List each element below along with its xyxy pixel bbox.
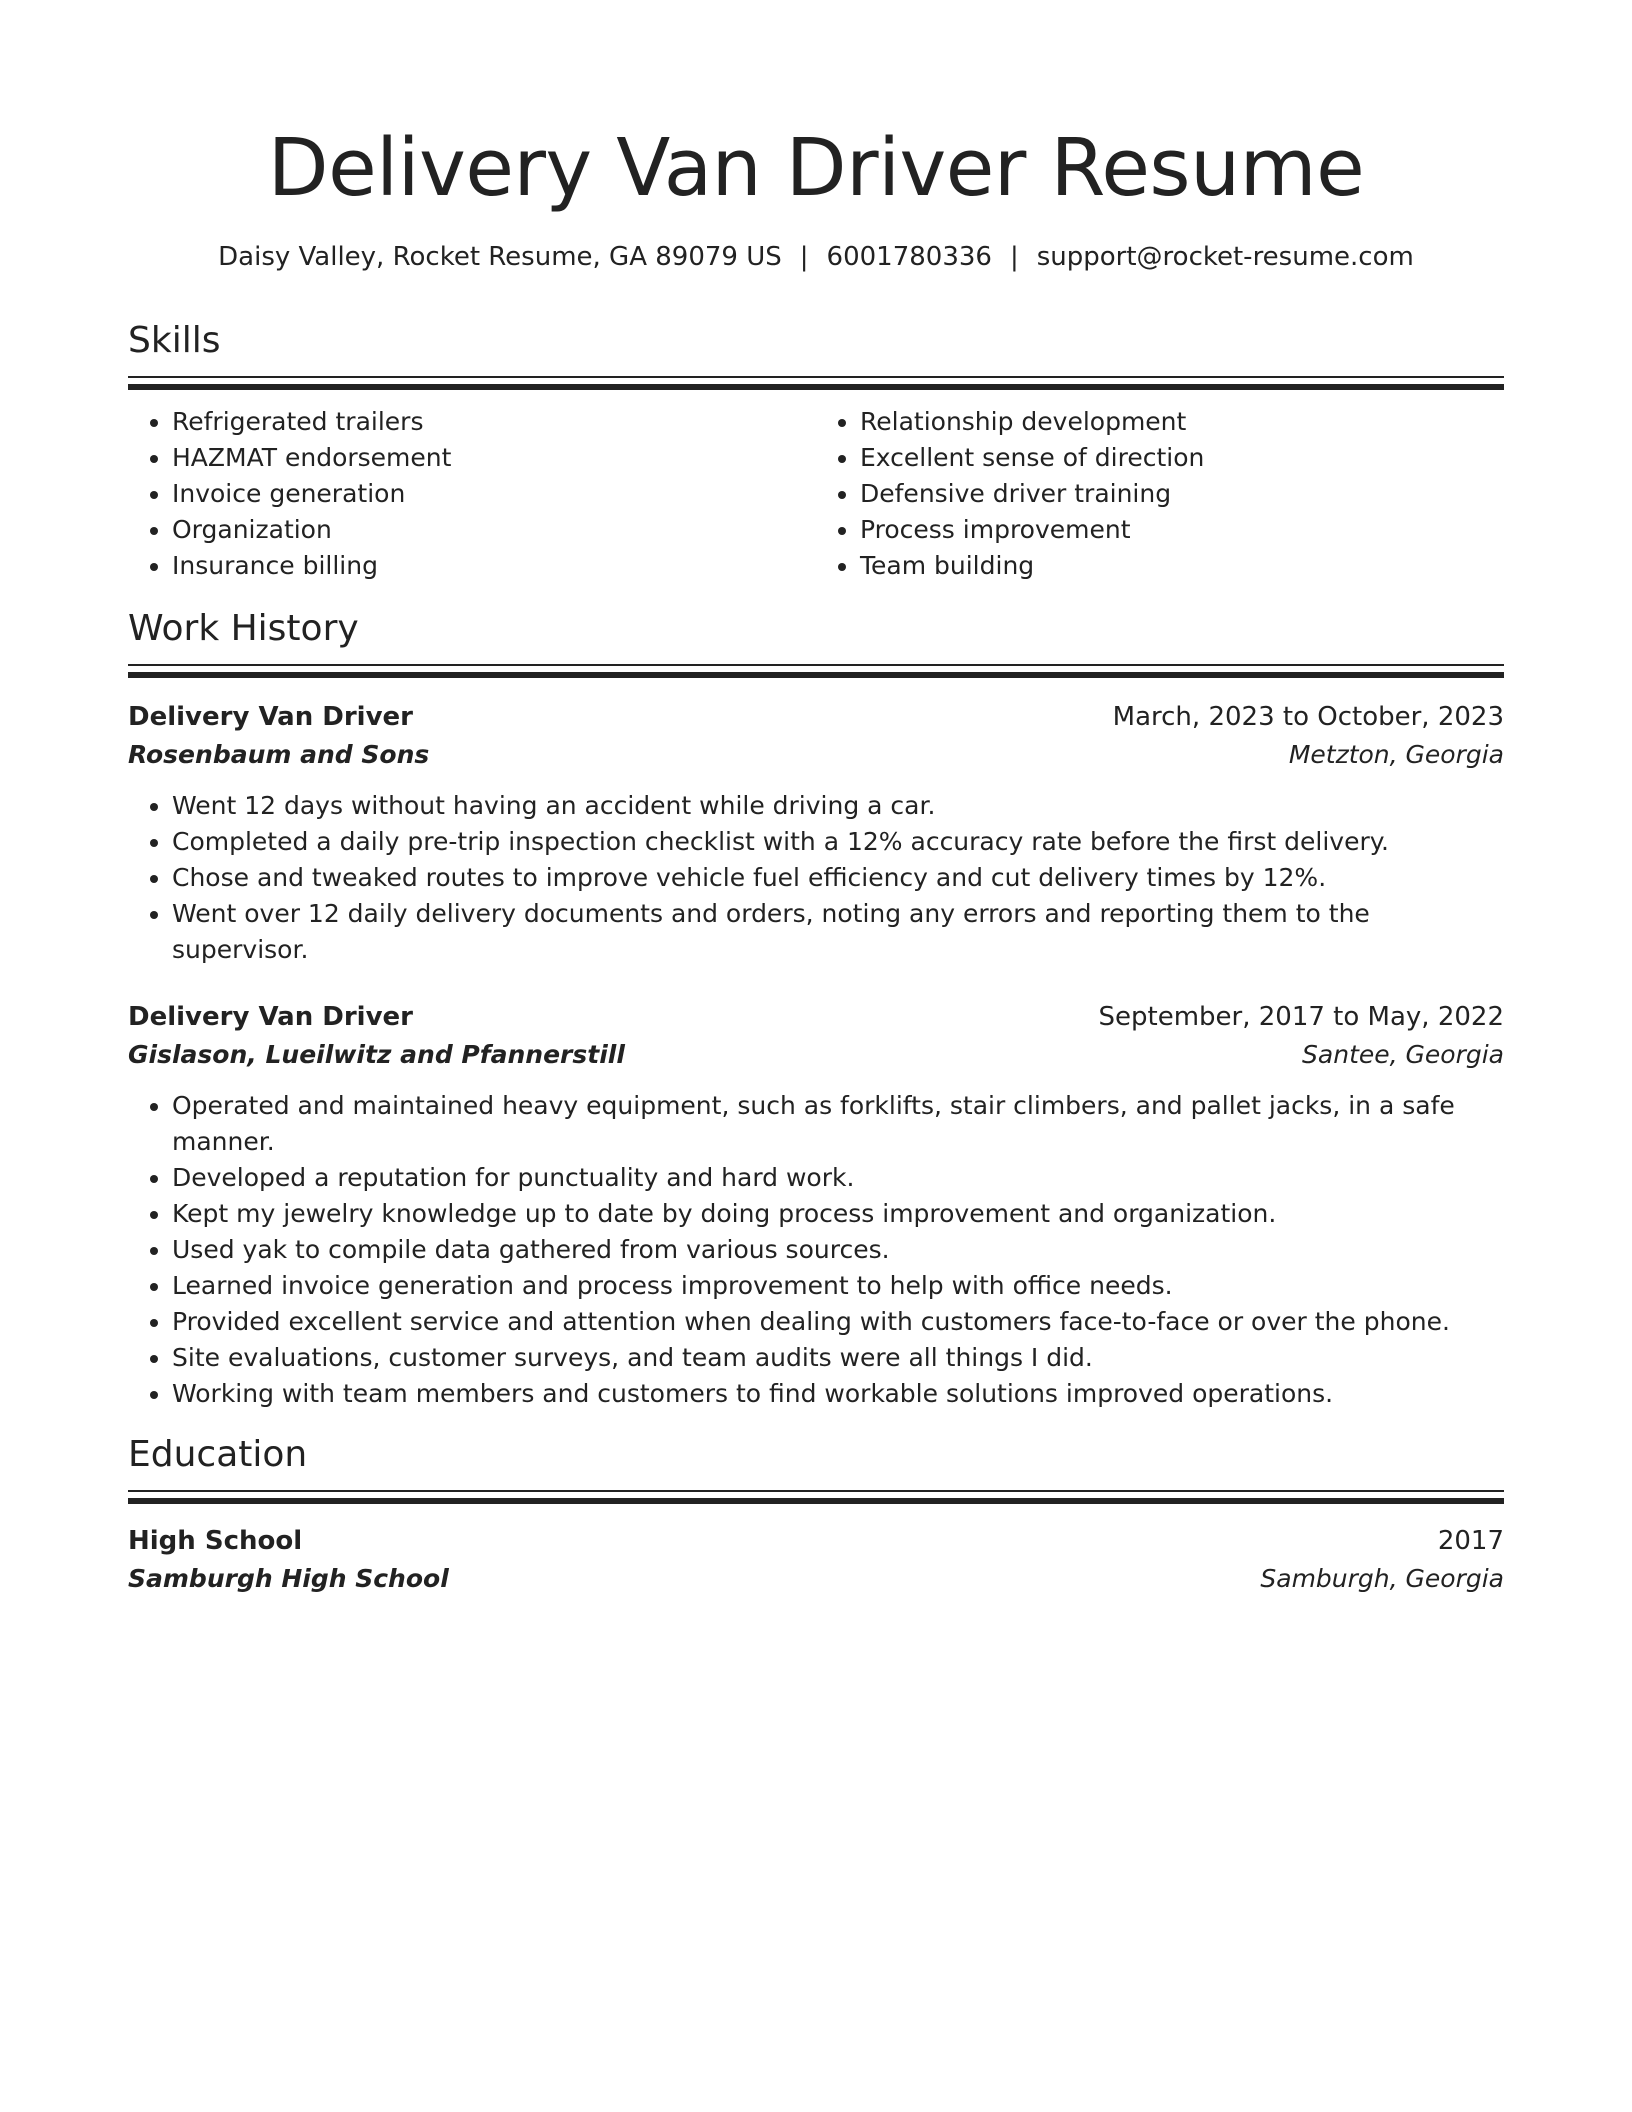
- job-header-row: [128, 698, 1504, 736]
- job-bullet: • Completed a daily pre-trip inspection checklist with a 12% accuracy rate before the first delivery.: [172, 824, 1504, 860]
- education-heading: Education: [128, 1434, 308, 1475]
- job-bullet: • Went 12 days without having an accident while driving a car.: [172, 788, 1504, 824]
- education-degree: High School: [128, 1526, 303, 1556]
- skill-item: • Insurance billing: [172, 548, 816, 584]
- job-title: Delivery Van Driver: [128, 702, 413, 732]
- contact-email: support@rocket-resume.com: [1036, 242, 1414, 272]
- job-employer: Gislason, Lueilwitz and Pfannerstill: [128, 1040, 625, 1069]
- job-title: Delivery Van Driver: [128, 1002, 413, 1032]
- resume-title: Delivery Van Driver Resume: [267, 122, 1365, 214]
- skills-section: [128, 318, 1504, 584]
- job-entry: [128, 698, 1504, 968]
- job-bullets: [128, 788, 1504, 968]
- skills-heading: Skills: [128, 320, 221, 361]
- section-rule-thin: [128, 1490, 1504, 1492]
- work-history-section: [128, 606, 1504, 1412]
- job-header-row: [128, 998, 1504, 1036]
- education-school: Samburgh High School: [128, 1564, 449, 1593]
- contact-separator: |: [1009, 242, 1019, 272]
- contact-line: [128, 240, 1504, 274]
- job-dates: September, 2017 to May, 2022: [1098, 1002, 1504, 1032]
- skills-list-left: [128, 404, 816, 584]
- job-location: Santee, Georgia: [1302, 1040, 1504, 1069]
- skill-item: • Refrigerated trailers: [172, 404, 816, 440]
- contact-phone: 6001780336: [826, 242, 992, 272]
- job-bullet: • Site evaluations, customer surveys, and team audits were all things I did.: [172, 1340, 1504, 1376]
- education-school-row: [128, 1560, 1504, 1598]
- work-history-heading: Work History: [128, 608, 359, 649]
- job-dates: March, 2023 to October, 2023: [1112, 702, 1504, 732]
- contact-address: Daisy Valley, Rocket Resume, GA 89079 US: [218, 242, 782, 272]
- job-bullet: • Used yak to compile data gathered from various sources.: [172, 1232, 1504, 1268]
- education-entry: [128, 1522, 1504, 1598]
- education-year: 2017: [1437, 1526, 1504, 1556]
- job-bullet: • Went over 12 daily delivery documents and orders, noting any errors and reporting them to the supervisor.: [172, 896, 1504, 968]
- section-rule-thick: [128, 1498, 1504, 1504]
- job-bullet: • Learned invoice generation and process improvement to help with office needs.: [172, 1268, 1504, 1304]
- section-rule-thin: [128, 664, 1504, 666]
- skills-list-right: [816, 404, 1504, 584]
- section-rule-thick: [128, 672, 1504, 678]
- job-bullet: • Operated and maintained heavy equipment, such as forklifts, stair climbers, and pallet jacks, in a safe manner.: [172, 1088, 1504, 1160]
- education-header-row: [128, 1522, 1504, 1560]
- job-bullets: [128, 1088, 1504, 1412]
- section-rule-thin: [128, 376, 1504, 378]
- job-bullet: • Kept my jewelry knowledge up to date by doing process improvement and organization.: [172, 1196, 1504, 1232]
- section-rule-thick: [128, 384, 1504, 390]
- job-employer-row: [128, 1036, 1504, 1074]
- job-location: Metzton, Georgia: [1288, 740, 1504, 769]
- resume-page: [128, 0, 1504, 1598]
- skill-item: • HAZMAT endorsement: [172, 440, 816, 476]
- skill-item: • Process improvement: [860, 512, 1504, 548]
- skill-item: • Relationship development: [860, 404, 1504, 440]
- education-section: [128, 1432, 1504, 1598]
- skill-item: • Organization: [172, 512, 816, 548]
- skill-item: • Team building: [860, 548, 1504, 584]
- job-entry: [128, 998, 1504, 1412]
- job-bullet: • Working with team members and customers to find workable solutions improved operations.: [172, 1376, 1504, 1412]
- contact-separator: |: [799, 242, 809, 272]
- education-location: Samburgh, Georgia: [1260, 1564, 1504, 1593]
- job-employer: Rosenbaum and Sons: [128, 740, 430, 769]
- job-bullet: • Developed a reputation for punctuality and hard work.: [172, 1160, 1504, 1196]
- skill-item: • Defensive driver training: [860, 476, 1504, 512]
- skill-item: • Invoice generation: [172, 476, 816, 512]
- skills-grid: [128, 404, 1504, 584]
- skill-item: • Excellent sense of direction: [860, 440, 1504, 476]
- job-bullet: • Provided excellent service and attention when dealing with customers face-to-face or over the phone.: [172, 1304, 1504, 1340]
- job-employer-row: [128, 736, 1504, 774]
- job-bullet: • Chose and tweaked routes to improve vehicle fuel efficiency and cut delivery times by 12%.: [172, 860, 1504, 896]
